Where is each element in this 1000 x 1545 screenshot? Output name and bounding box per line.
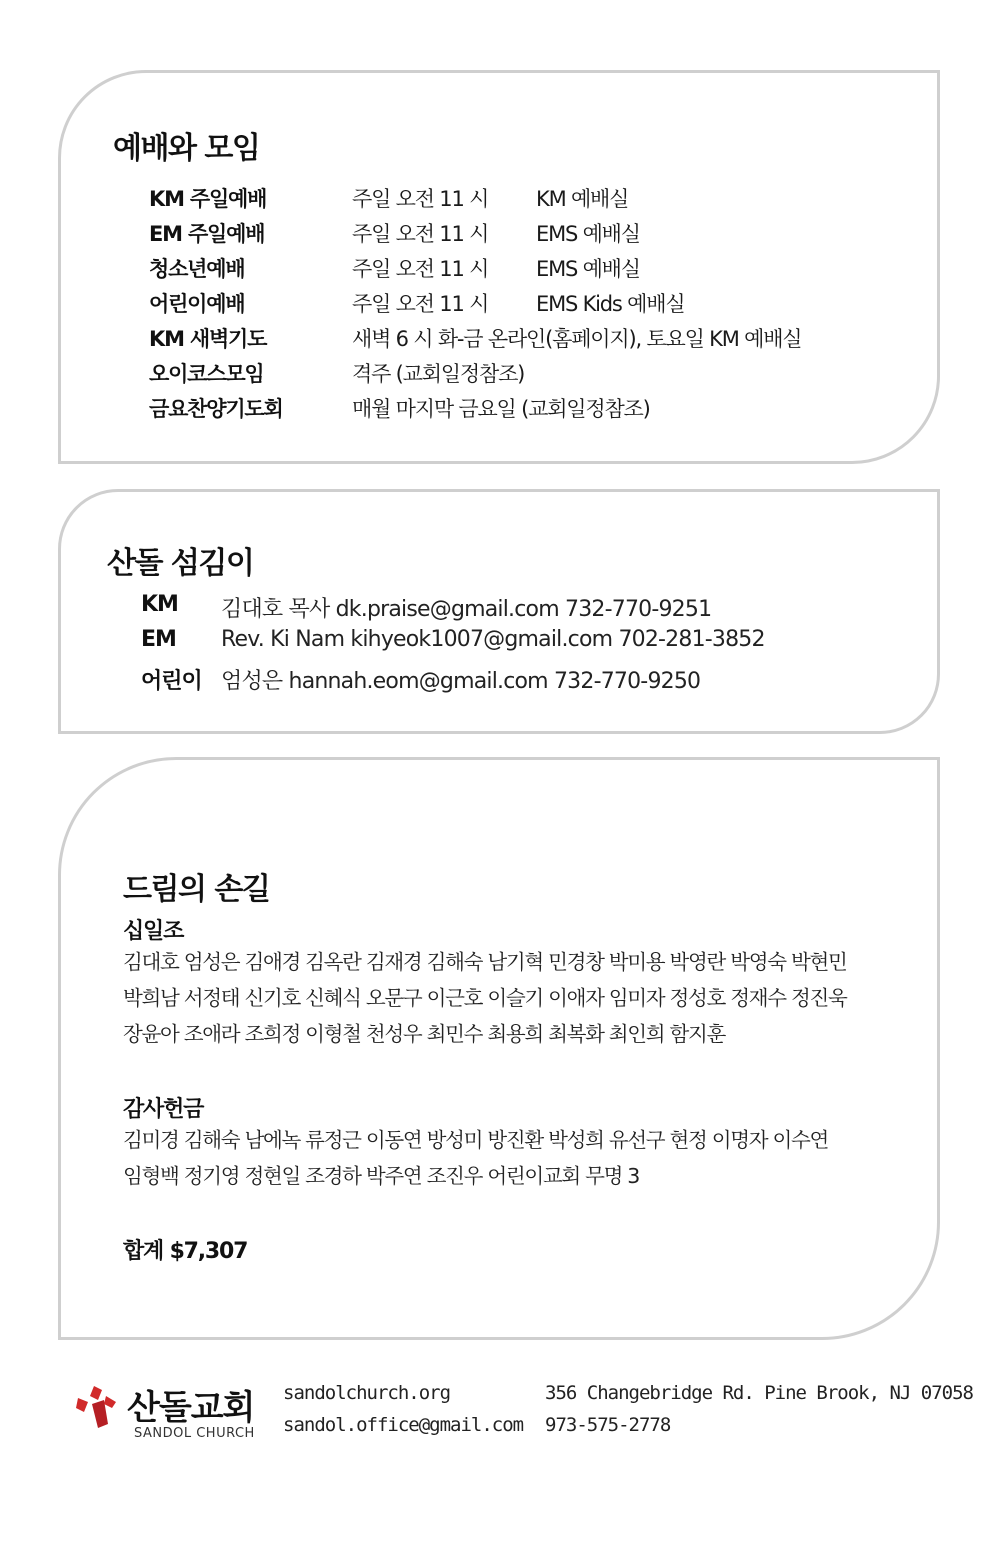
offering-section [58,757,940,1340]
address-text: 356 Changebridge Rd. Pine Brook, NJ 07058 [545,1382,973,1404]
service-name: 금요찬양기도회 [149,397,283,421]
service-row [149,323,929,357]
servant-row [141,627,921,663]
service-time: 주일 오전 11 시 [352,292,489,316]
offering-title: 드림의 손길 [123,872,270,907]
servant-info: 김대호 목사 dk.praise@gmail.com 732-770-9251 [221,597,712,622]
email-link[interactable]: sandol.office@gmail.com [283,1414,524,1436]
offering-total: 합계 $7,307 [123,1239,248,1264]
servants-section [58,489,940,734]
footer [0,1370,1000,1470]
church-logo-subtitle: SANDOL CHURCH [134,1426,255,1441]
service-name: KM 주일예배 [149,187,267,211]
service-row [149,183,929,217]
tithe-line: 김대호 엄성은 김애경 김옥란 김재경 김해숙 남기혁 민경창 박미용 박영란 박영숙 박현민 [123,950,847,974]
service-place: EMS Kids 예배실 [536,292,685,316]
thanks-line: 임형백 정기영 정현일 조경하 박주연 조진우 어린이교회 무명 3 [123,1164,640,1188]
service-time: 주일 오전 11 시 [352,257,489,281]
church-logo-name: 산돌교회 [127,1388,255,1428]
service-place: EMS 예배실 [536,222,640,246]
service-time: 주일 오전 11 시 [352,222,489,246]
tithe-line: 박희남 서정태 신기호 신혜식 오문구 이근호 이슬기 이애자 임미자 정성호 정재수 정진욱 [123,986,847,1010]
servant-role: KM [141,592,178,617]
servant-info: 엄성은 hannah.eom@gmail.com 732-770-9250 [221,669,701,694]
phone-text: 973-575-2778 [545,1414,671,1436]
service-place: KM 예배실 [536,187,629,211]
service-time: 새벽 6 시 화-금 온라인(홈페이지), 토요일 KM 예배실 [352,327,802,351]
service-row [149,358,929,392]
servant-row [141,664,921,700]
service-name: KM 새벽기도 [149,327,267,351]
service-name: 어린이예배 [149,292,245,316]
worship-title: 예배와 모임 [113,131,260,166]
service-row [149,393,929,427]
servant-role: EM [141,627,176,652]
service-row [149,218,929,252]
servant-row [141,592,921,628]
website-link[interactable]: sandolchurch.org [283,1382,451,1404]
thanks-line: 김미경 김해숙 남에녹 류정근 이동연 방성미 방진환 박성희 유선구 현정 이명자 이수연 [123,1128,828,1152]
servant-role: 어린이 [141,669,202,694]
service-name: EM 주일예배 [149,222,265,246]
service-row [149,253,929,287]
service-time: 주일 오전 11 시 [352,187,489,211]
service-name: 청소년예배 [149,257,245,281]
tithe-title: 십일조 [123,919,184,944]
worship-section [58,70,940,464]
service-name: 오이코스모임 [149,362,264,386]
service-place: EMS 예배실 [536,257,640,281]
servant-info: Rev. Ki Nam kihyeok1007@gmail.com 702-281-3852 [221,627,765,652]
servants-title: 산돌 섬김이 [107,546,254,581]
service-time: 매월 마지막 금요일 (교회일정참조) [352,397,650,421]
service-row [149,288,929,322]
service-time: 격주 (교회일정참조) [352,362,525,386]
thanks-title: 감사헌금 [123,1097,204,1122]
tithe-line: 장윤아 조애라 조희정 이형철 천성우 최민수 최용희 최복화 최인희 함지훈 [123,1022,726,1046]
church-logo-icon [74,1384,120,1430]
